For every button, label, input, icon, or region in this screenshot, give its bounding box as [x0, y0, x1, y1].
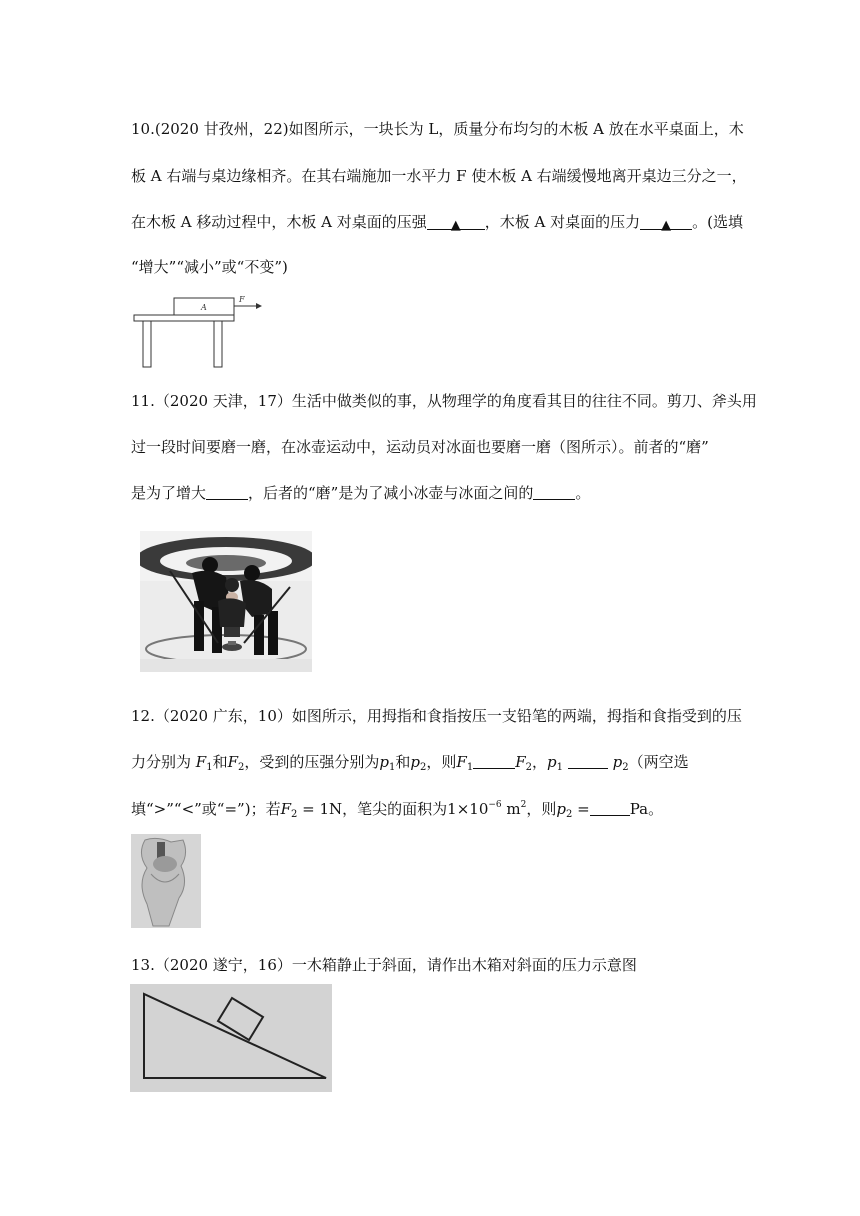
- q12-line-2: 力分别为 $F_1$和$F_2$，受到的压强分别为$p_1$和$p_2$，则$F_1$ $F_2$，$p_1$ $p_2$（两空选: [131, 753, 689, 773]
- q12-blank-1[interactable]: [473, 754, 515, 769]
- q11-blank-1[interactable]: [206, 485, 248, 500]
- q12-text: Pa。: [629, 800, 664, 818]
- q12-blank-3[interactable]: [590, 801, 630, 816]
- q12-text: （两空选: [628, 753, 689, 771]
- triangle-mark-icon: ▲: [661, 218, 672, 233]
- force-label-F: F: [239, 295, 245, 304]
- q11-line-2: 过一段时间要磨一磨，在冰壶运动中，运动员对冰面也要磨一磨（图所示）。前者的“磨”: [131, 438, 709, 456]
- q11-text: 。: [575, 484, 591, 502]
- F2-symbol: $F_2$: [280, 800, 298, 820]
- q10-line-3: [131, 211, 743, 232]
- pencil-press-photo: [131, 834, 201, 928]
- q13-line-1: 13.（2020 遂宁，16）一木箱静止于斜面，请作出木箱对斜面的压力示意图: [131, 956, 637, 974]
- incline-box-figure: [130, 984, 332, 1092]
- q10-blank-force[interactable]: [640, 215, 692, 233]
- q10-text: 在木板 A 移动过程中，木板 A 对桌面的压强: [131, 213, 427, 231]
- q11-line-1: 11.（2020 天津，17）生活中做类似的事，从物理学的角度看其目的往往不同。剪刀、斧头用: [131, 392, 757, 410]
- q10-text: ，木板 A 对桌面的压力: [484, 213, 641, 231]
- F1-symbol: $F_1$: [456, 753, 474, 773]
- q12-line-1: 12.（2020 广东，10）如图所示，用拇指和食指按压一支铅笔的两端，拇指和食指受到的压: [131, 707, 742, 725]
- table-board-figure: [130, 293, 265, 369]
- p2-symbol: $p_2$: [556, 800, 573, 820]
- q10-line-1: 10.(2020 甘孜州，22)如图所示，一块长为 L，质量分布均匀的木板 A 放在水平桌面上，木: [131, 120, 744, 138]
- q11-text: ，后者的“磨”是为了减小冰壶与冰面之间的: [248, 484, 534, 502]
- q10-text: 。(选填: [692, 213, 743, 231]
- F1-symbol: $F_1$: [195, 753, 213, 773]
- q12-line-3: 填“>”“<”或“=”)；若$F_2 = 1N$，笔尖的面积为$1\times 10^{-6}$ $m^2$，则$p_2 = Pa$。: [131, 800, 664, 820]
- q12-text: ，受到的压强分别为: [244, 753, 380, 771]
- F2-symbol: $F_2$: [227, 753, 245, 773]
- q12-text: ，则: [526, 800, 557, 818]
- q12-text: ，笔尖的面积为: [342, 800, 448, 818]
- q10-blank-pressure[interactable]: [427, 215, 485, 233]
- p1-symbol: $p_1$: [379, 753, 396, 773]
- p2-symbol: $p_2$: [410, 753, 427, 773]
- q12-text: 力分别为: [131, 753, 192, 771]
- area-value: $1\times 10^{-6}$ $m^2$: [447, 800, 527, 818]
- q12-blank-2[interactable]: [568, 754, 608, 769]
- F2-symbol: $F_2$: [515, 753, 533, 773]
- q11-text: 是为了增大: [131, 484, 207, 502]
- triangle-mark-icon: ▲: [450, 218, 461, 233]
- q11-line-3: [131, 482, 590, 503]
- q10-line-4: “增大”“减小”或“不变”): [131, 258, 288, 276]
- q11-blank-2[interactable]: [533, 485, 575, 500]
- q10-line-2: 板 A 右端与桌边缘相齐。在其右端施加一水平力 F 使木板 A 右端缓慢地离开桌边三分之一，: [131, 167, 747, 185]
- board-label-A: A: [201, 303, 207, 312]
- q12-text: 填“>”“<”或“=”)；若: [131, 800, 281, 818]
- p1-symbol: $p_1$: [547, 753, 564, 773]
- curling-photo: [140, 531, 312, 672]
- p2-symbol: $p_2$: [612, 753, 629, 773]
